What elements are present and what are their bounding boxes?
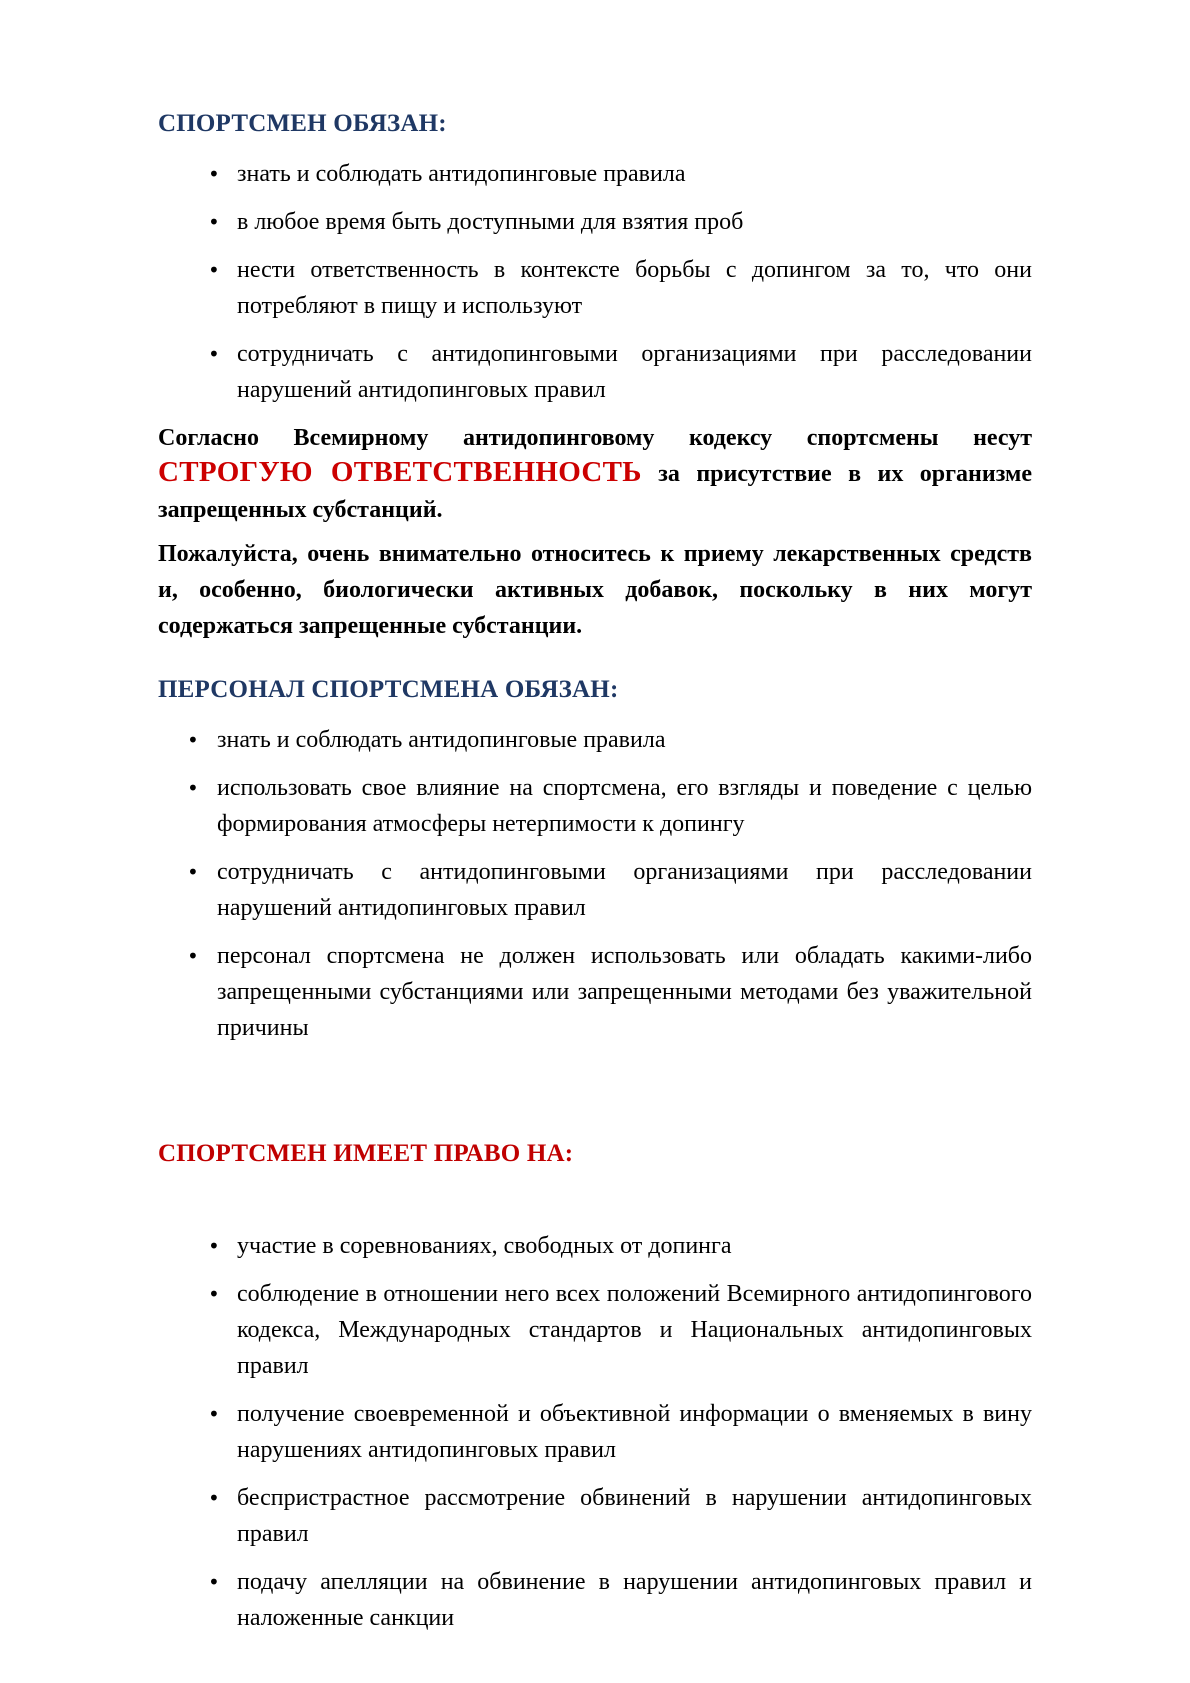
bullet-icon: • xyxy=(187,728,199,752)
list-item xyxy=(158,1276,1032,1384)
list-item-text: знать и соблюдать антидопинговые правила xyxy=(217,727,666,753)
list-item-text: сотрудничать с антидопинговыми организациями при расследовании нарушений антидопинговых правил xyxy=(237,341,1032,403)
section-athlete-rights xyxy=(158,1136,1032,1636)
bullet-icon: • xyxy=(187,776,199,800)
list-item xyxy=(158,854,1032,926)
caution-paragraph: Пожалуйста, очень внимательно относитесь к приему лекарственных средств и, особенно, биологически активных добавок, поскольку в них могут содержаться запрещенные субстанции. xyxy=(158,541,1032,639)
bullet-icon: • xyxy=(208,1486,220,1510)
list-item xyxy=(158,1396,1032,1468)
personnel-obligations-list xyxy=(158,722,1032,1046)
list-item xyxy=(158,722,1032,758)
bullet-icon: • xyxy=(208,258,220,282)
list-item-text: нести ответственность в контексте борьбы с допингом за то, что они потребляют в пищу и используют xyxy=(237,257,1032,319)
heading-athlete-rights: СПОРТСМЕН ИМЕЕТ ПРАВО НА: xyxy=(158,1140,574,1167)
bullet-icon: • xyxy=(208,162,220,186)
bullet-icon: • xyxy=(208,342,220,366)
strict-liability-text-after: за присутствие в их организме запрещенных субстанций. xyxy=(158,461,1033,523)
list-item xyxy=(158,770,1032,842)
list-item xyxy=(158,1564,1032,1636)
section-athlete-obligations xyxy=(158,106,1032,408)
bullet-icon: • xyxy=(187,860,199,884)
athlete-obligations-list xyxy=(158,156,1032,408)
strict-liability-text-before: Согласно Всемирному антидопинговому кодексу спортсмены несут xyxy=(158,425,1032,451)
bullet-icon: • xyxy=(208,1282,220,1306)
list-item xyxy=(158,204,1032,240)
bullet-icon: • xyxy=(208,1402,220,1426)
list-item-text: подачу апелляции на обвинение в нарушении антидопинговых правил и наложенные санкции xyxy=(237,1569,1032,1631)
list-item-text: сотрудничать с антидопинговыми организациями при расследовании нарушений антидопинговых правил xyxy=(217,859,1032,921)
list-item-text: в любое время быть доступными для взятия проб xyxy=(237,209,744,235)
list-item xyxy=(158,336,1032,408)
list-item-text: беспристрастное рассмотрение обвинений в нарушении антидопинговых правил xyxy=(237,1485,1032,1547)
list-item-text: знать и соблюдать антидопинговые правила xyxy=(237,161,686,187)
list-item-text: соблюдение в отношении него всех положений Всемирного антидопингового кодекса, Международных стандартов и Национальных антидопинговых правил xyxy=(237,1281,1032,1379)
bullet-icon: • xyxy=(208,210,220,234)
bullet-icon: • xyxy=(208,1570,220,1594)
bullet-icon: • xyxy=(208,1234,220,1258)
list-item-text: получение своевременной и объективной информации о вменяемых в вину нарушениях антидопинговых правил xyxy=(237,1401,1032,1463)
list-item-text: персонал спортсмена не должен использовать или обладать какими-либо запрещенными субстанциями или запрещенными методами без уважительной причины xyxy=(217,943,1032,1041)
section-personnel-obligations xyxy=(158,672,1032,1046)
list-item xyxy=(158,938,1032,1046)
strict-liability-emphasis: СТРОГУЮ ОТВЕТСТВЕННОСТЬ xyxy=(158,456,642,488)
list-item xyxy=(158,1228,1032,1264)
list-item xyxy=(158,1480,1032,1552)
heading-athlete-obligations: СПОРТСМЕН ОБЯЗАН: xyxy=(158,110,447,137)
heading-personnel-obligations: ПЕРСОНАЛ СПОРТСМЕНА ОБЯЗАН: xyxy=(158,676,619,703)
list-item xyxy=(158,252,1032,324)
list-item-text: участие в соревнованиях, свободных от допинга xyxy=(237,1233,732,1259)
list-item-text: использовать свое влияние на спортсмена, его взгляды и поведение с целью формирования атмосферы нетерпимости к допингу xyxy=(217,775,1032,837)
bullet-icon: • xyxy=(187,944,199,968)
athlete-rights-list xyxy=(158,1228,1032,1636)
list-item xyxy=(158,156,1032,192)
strict-liability-paragraph xyxy=(158,420,1032,528)
